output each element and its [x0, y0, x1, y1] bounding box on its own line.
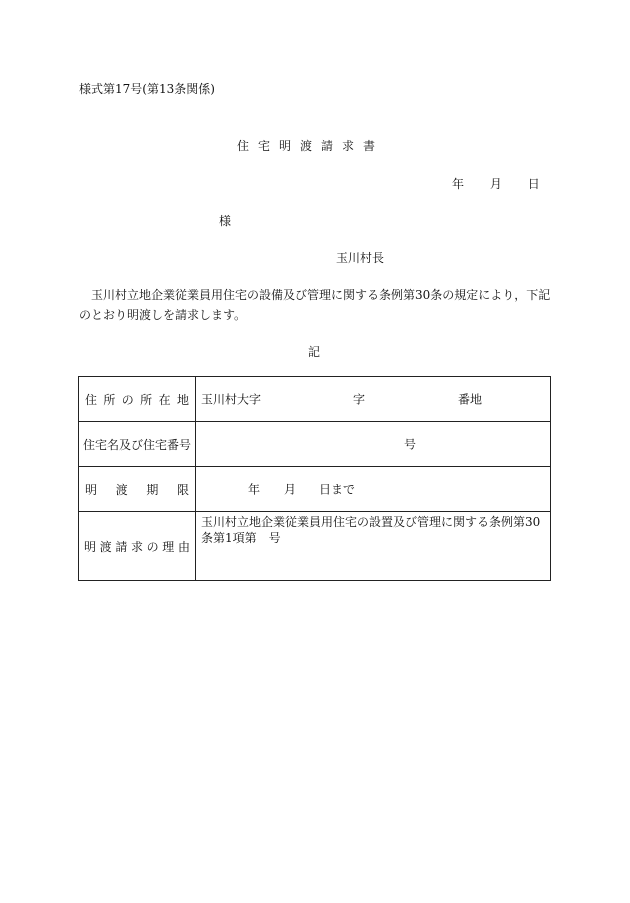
label-char: の	[121, 392, 134, 407]
label-char: 期	[146, 482, 159, 497]
reason-value[interactable]	[196, 512, 551, 581]
detail-table	[78, 376, 551, 581]
label-char: 地	[176, 392, 189, 407]
period-label	[79, 467, 196, 512]
label-char: 求	[130, 539, 143, 554]
address-aza: 字	[353, 392, 366, 407]
table-row	[79, 512, 551, 581]
address-prefix: 玉川村大字	[201, 392, 262, 407]
label-char: 所	[140, 392, 153, 407]
house-name-label	[79, 422, 196, 467]
reason-text: 玉川村立地企業従業員用住宅の設置及び管理に関する条例第30条第1項第 号	[201, 515, 541, 545]
address-label	[79, 377, 196, 422]
house-name-value[interactable]	[196, 422, 551, 467]
house-name-label-text: 住宅名及び住宅番号	[83, 437, 192, 452]
table-row	[79, 467, 551, 512]
form-number: 様式第17号(第13条関係)	[79, 82, 215, 96]
ki-heading: 記	[308, 345, 321, 359]
reason-label	[79, 512, 196, 581]
label-char: 住	[85, 392, 98, 407]
body-text: 玉川村立地企業従業員用住宅の設備及び管理に関する条例第30条の規定により，下記のとおり明渡しを請求します。	[79, 288, 551, 322]
address-value[interactable]	[196, 377, 551, 422]
label-char: 渡	[99, 539, 112, 554]
date-line	[452, 175, 540, 192]
label-char: 所	[103, 392, 116, 407]
table-row	[79, 377, 551, 422]
label-char: 理	[162, 539, 175, 554]
issuer: 玉川村長	[336, 251, 385, 265]
page-title: 住宅明渡請求書	[237, 139, 385, 153]
label-char: 渡	[115, 482, 128, 497]
date-year: 年	[452, 177, 465, 191]
label-char: 明	[84, 539, 97, 554]
label-char: 請	[115, 539, 128, 554]
label-char: の	[146, 539, 159, 554]
date-day: 日	[527, 177, 540, 191]
period-day-until: 日まで	[319, 482, 356, 497]
label-char: 在	[158, 392, 171, 407]
date-month: 月	[489, 177, 502, 191]
house-go: 号	[404, 437, 417, 452]
table-row	[79, 422, 551, 467]
label-char: 由	[177, 539, 190, 554]
label-char: 明	[85, 482, 98, 497]
period-value[interactable]	[196, 467, 551, 512]
address-banchi: 番地	[458, 392, 483, 407]
period-month: 月	[284, 482, 297, 497]
addressee-suffix: 様	[219, 214, 232, 228]
period-year: 年	[248, 482, 261, 497]
label-char: 限	[176, 482, 189, 497]
